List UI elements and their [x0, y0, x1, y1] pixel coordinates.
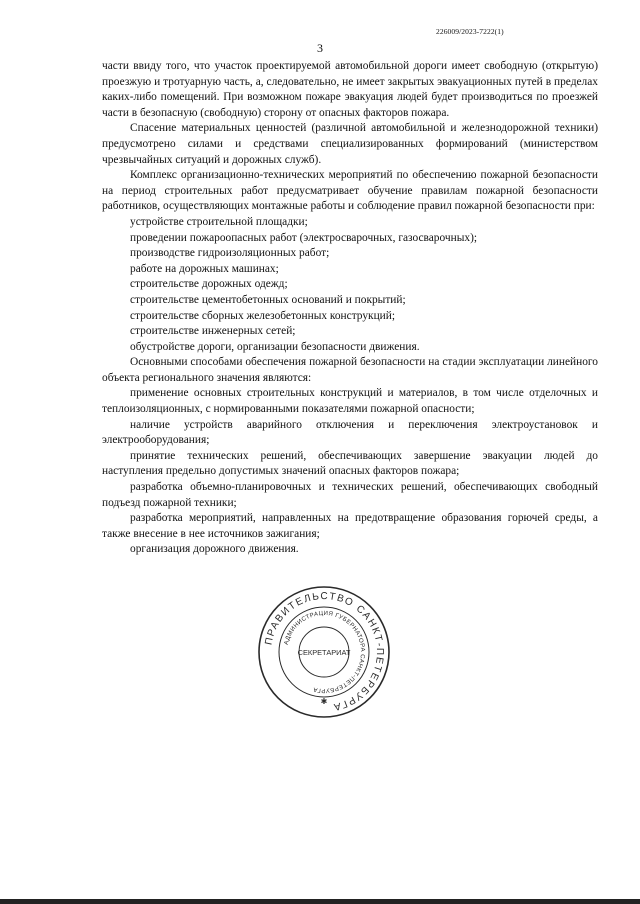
list-item: работе на дорожных машинах; [130, 262, 279, 275]
seal-star-icon: ✱ [320, 697, 328, 706]
list-item: обустройстве дороги, организации безопасности движения. [130, 340, 420, 353]
paragraph-evacuation: части ввиду того, что участок проектируемой автомобильной дороги имеет свободную (открытую) проезжую и тротуарную часть, а, следовательно, не имеет закрытых эвакуационных путей в пределах каких-либо помещений. При возможном пожаре эвакуация людей будет производиться по проезжей части в безопасную (свободную) сторону от опасных факторов пожара. [102, 60, 598, 119]
list-item: организация дорожного движения. [130, 543, 299, 556]
document-registration-number: 226009/2023-7222(1) [436, 27, 504, 36]
list-item: строительстве сборных железобетонных конструкций; [130, 309, 396, 322]
paragraph-construction-measures: Комплекс организационно-технических мероприятий по обеспечению пожарной безопасности на период строительных работ предусматривает обучение правилам пожарной безопасности работников, осуществляющих монтажные работы и соблюдение правил пожарной безопасности при: [102, 169, 598, 213]
list-item: применение основных строительных конструкций и материалов, в том числе отделочных и теплоизоляционных, с нормированными показателями пожарной опасности; [102, 387, 598, 416]
list-item: строительстве инженерных сетей; [130, 325, 296, 338]
paragraph-property-rescue: Спасение материальных ценностей (различной автомобильной и железнодорожной техники) предусмотрено силами и средствами специализированных формирований (министерством чрезвычайных ситуаций и дорожных служб). [102, 122, 598, 166]
list-item: устройстве строительной площадки; [130, 215, 308, 228]
seal-inner-text: АДМИНИСТРАЦИЯ ГУБЕРНАТОРА САНКТ-ПЕТЕРБУРГА [283, 610, 366, 694]
seal-outer-text: ПРАВИТЕЛЬСТВО САНКТ-ПЕТЕРБУРГА [263, 590, 386, 713]
paragraph-operation-methods: Основными способами обеспечения пожарной безопасности на стадии эксплуатации линейного объекта регионального значения являются: [102, 356, 598, 384]
page-bottom-edge [0, 899, 640, 904]
list-item: разработка объемно-планировочных и технических решений, обеспечивающих свободный подъезд пожарной техники; [102, 481, 598, 509]
document-body [102, 59, 598, 558]
list-item: строительстве цементобетонных оснований и покрытий; [130, 293, 406, 306]
list-item: принятие технических решений, обеспечивающих завершение эвакуации людей до наступления предельно допустимых значений опасных факторов пожара; [102, 449, 598, 478]
list-item: строительстве дорожных одежд; [130, 278, 288, 291]
list-item: проведении пожароопасных работ (электросварочных, газосварочных); [130, 231, 478, 244]
list-item: наличие устройств аварийного отключения и переключения электроустановок и электрооборудования; [102, 418, 598, 447]
page-number: 3 [317, 41, 323, 55]
official-seal-stamp [256, 584, 392, 720]
list-item: разработка мероприятий, направленных на предотвращение образования горючей среды, а также внесение в нее источников зажигания; [102, 512, 598, 540]
list-item: производстве гидроизоляционных работ; [130, 247, 330, 260]
seal-center-text: СЕКРЕТАРИАТ [297, 648, 351, 657]
